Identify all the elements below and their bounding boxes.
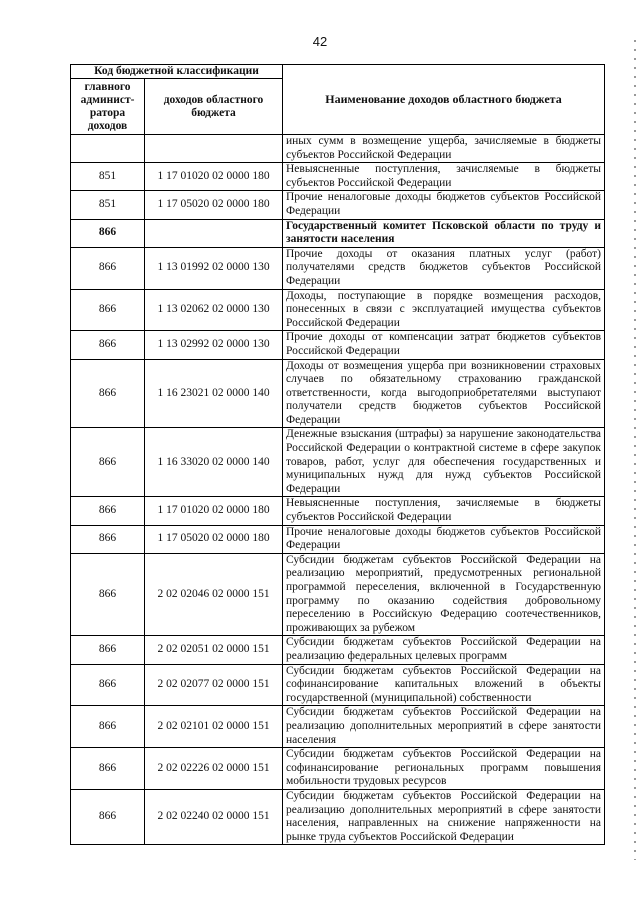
- admin-code-cell: 866: [71, 359, 145, 428]
- revenue-name-cell: Невыясненные поступления, зачисляемые в бюджеты субъектов Российской Федерации: [283, 163, 605, 191]
- revenue-code-cell: 2 02 02101 02 0000 151: [145, 706, 283, 748]
- admin-code-cell: 866: [71, 497, 145, 525]
- revenue-code-cell: 2 02 02051 02 0000 151: [145, 636, 283, 664]
- revenue-code-cell: [145, 219, 283, 247]
- admin-code-cell: 866: [71, 748, 145, 790]
- table-row: [71, 247, 605, 289]
- admin-code-cell: 866: [71, 428, 145, 497]
- revenue-code-cell: 1 17 05020 02 0000 180: [145, 525, 283, 553]
- table-row: [71, 553, 605, 636]
- revenue-code-cell: 1 13 02062 02 0000 130: [145, 289, 283, 331]
- revenue-name-cell: Субсидии бюджетам субъектов Российской Федерации на реализацию мероприятий, предусмотренных региональной программой переселения, включенной в Государственную программу по оказанию содействия добровольному переселению в Российскую Федерацию соотечественников, проживающих за рубежом: [283, 553, 605, 636]
- admin-code-cell: [71, 135, 145, 163]
- table-row: [71, 428, 605, 497]
- admin-code-cell: 851: [71, 163, 145, 191]
- revenue-code-cell: 1 17 01020 02 0000 180: [145, 163, 283, 191]
- page-number: 42: [312, 34, 328, 49]
- revenue-code-cell: 2 02 02046 02 0000 151: [145, 553, 283, 636]
- table-row: [71, 497, 605, 525]
- table-row: [71, 636, 605, 664]
- revenue-code-cell: 1 13 02992 02 0000 130: [145, 331, 283, 359]
- revenue-code-cell: 1 17 01020 02 0000 180: [145, 497, 283, 525]
- table-row: [71, 191, 605, 219]
- admin-code-cell: 851: [71, 191, 145, 219]
- table-row: [71, 163, 605, 191]
- revenue-name-cell: Субсидии бюджетам субъектов Российской Федерации на софинансирование капитальных вложений в объекты государственной (муниципальной) собственности: [283, 664, 605, 706]
- revenue-name-cell: Субсидии бюджетам субъектов Российской Федерации на реализацию дополнительных мероприятий в сфере занятости населения, направленных на снижение напряженности на рынке труда субъектов Российской Федерации: [283, 789, 605, 844]
- revenue-name-cell: Субсидии бюджетам субъектов Российской Федерации на софинансирование региональных программ повышения мобильности трудовых ресурсов: [283, 748, 605, 790]
- table-row: [71, 664, 605, 706]
- budget-classification-table: [70, 64, 605, 845]
- revenue-code-cell: 1 16 23021 02 0000 140: [145, 359, 283, 428]
- revenue-name-cell: иных сумм в возмещение ущерба, зачисляемые в бюджеты субъектов Российской Федерации: [283, 135, 605, 163]
- header-revenue-name: Наименование доходов областного бюджета: [283, 65, 605, 135]
- admin-code-cell: 866: [71, 247, 145, 289]
- revenue-name-cell: Доходы от возмещения ущерба при возникновении страховых случаев по обязательному страхованию гражданской ответственности, когда выгодоприобретателями выступают получатели средств бюджетов субъектов Российской Федерации: [283, 359, 605, 428]
- header-admin-code: главного админист- ратора доходов: [71, 79, 145, 135]
- revenue-name-cell: Прочие неналоговые доходы бюджетов субъектов Российской Федерации: [283, 525, 605, 553]
- revenue-name-cell: Денежные взыскания (штрафы) за нарушение законодательства Российской Федерации о контрактной системе в сфере закупок товаров, работ, услуг для обеспечения государственных и муниципальных нужд для нужд субъектов Российской Федерации: [283, 428, 605, 497]
- revenue-name-cell: Прочие доходы от компенсации затрат бюджетов субъектов Российской Федерации: [283, 331, 605, 359]
- revenue-code-cell: 1 13 01992 02 0000 130: [145, 247, 283, 289]
- revenue-name-cell: Невыясненные поступления, зачисляемые в бюджеты субъектов Российской Федерации: [283, 497, 605, 525]
- header-classification-code: Код бюджетной классификации: [71, 65, 283, 79]
- revenue-code-cell: 2 02 02077 02 0000 151: [145, 664, 283, 706]
- scan-edge-artifact: [634, 40, 636, 860]
- admin-code-cell: 866: [71, 664, 145, 706]
- table-row: [71, 135, 605, 163]
- table-row: [71, 525, 605, 553]
- admin-code-cell: 866: [71, 331, 145, 359]
- revenue-code-cell: 1 17 05020 02 0000 180: [145, 191, 283, 219]
- admin-code-cell: 866: [71, 553, 145, 636]
- revenue-code-cell: 1 16 33020 02 0000 140: [145, 428, 283, 497]
- revenue-name-cell: Государственный комитет Псковской области по труду и занятости населения: [283, 219, 605, 247]
- table-row: [71, 789, 605, 844]
- table-row: [71, 289, 605, 331]
- admin-code-cell: 866: [71, 219, 145, 247]
- table-row: [71, 219, 605, 247]
- table-row: [71, 331, 605, 359]
- admin-code-cell: 866: [71, 289, 145, 331]
- header-revenue-code: доходов областного бюджета: [145, 79, 283, 135]
- table-row: [71, 359, 605, 428]
- revenue-code-cell: [145, 135, 283, 163]
- table-row: [71, 706, 605, 748]
- revenue-name-cell: Прочие неналоговые доходы бюджетов субъектов Российской Федерации: [283, 191, 605, 219]
- admin-code-cell: 866: [71, 525, 145, 553]
- admin-code-cell: 866: [71, 789, 145, 844]
- revenue-name-cell: Субсидии бюджетам субъектов Российской Федерации на реализацию дополнительных мероприятий в сфере занятости населения: [283, 706, 605, 748]
- revenue-name-cell: Субсидии бюджетам субъектов Российской Федерации на реализацию федеральных целевых программ: [283, 636, 605, 664]
- revenue-name-cell: Прочие доходы от оказания платных услуг (работ) получателями средств бюджетов субъектов Российской Федерации: [283, 247, 605, 289]
- revenue-code-cell: 2 02 02240 02 0000 151: [145, 789, 283, 844]
- revenue-name-cell: Доходы, поступающие в порядке возмещения расходов, понесенных в связи с эксплуатацией имущества субъектов Российской Федерации: [283, 289, 605, 331]
- revenue-code-cell: 2 02 02226 02 0000 151: [145, 748, 283, 790]
- admin-code-cell: 866: [71, 706, 145, 748]
- table-row: [71, 748, 605, 790]
- admin-code-cell: 866: [71, 636, 145, 664]
